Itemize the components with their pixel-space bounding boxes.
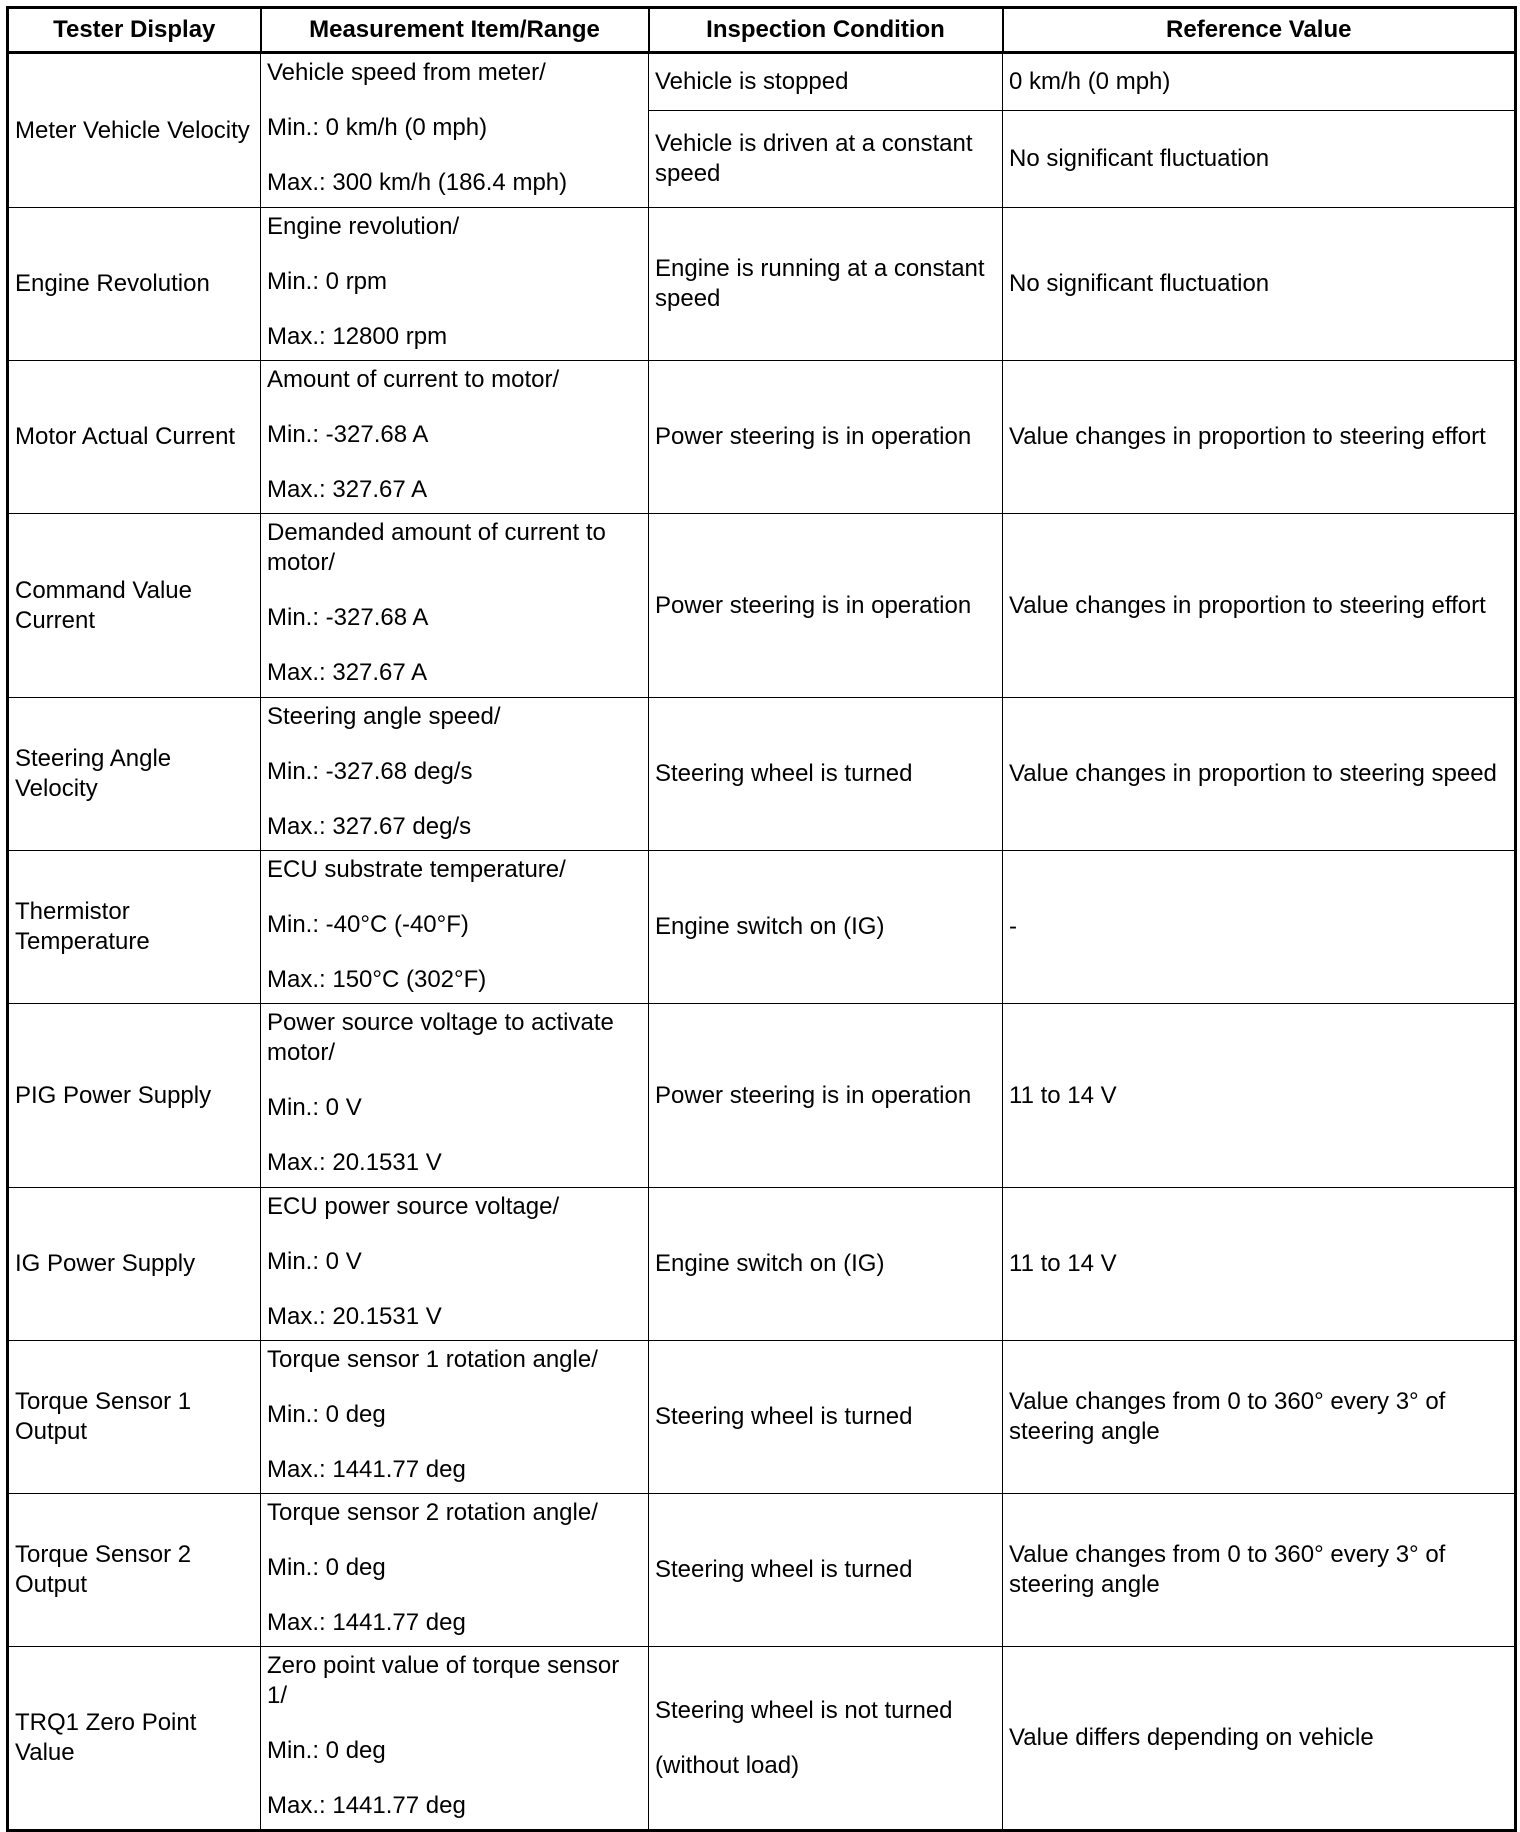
reference-cell: 11 to 14 V [1003,1188,1516,1341]
range-max: Max.: 300 km/h (186.4 mph) [267,169,568,196]
reference-cell: 0 km/h (0 mph) [1003,53,1516,111]
table-row [8,1494,1516,1647]
range-min: Min.: 0 deg [267,1401,386,1428]
range-description: Vehicle speed from meter/ [267,59,546,86]
condition-cell: Steering wheel is turned [649,1494,1003,1647]
range-min: Min.: 0 V [267,1094,362,1121]
range-cell [261,851,649,1004]
table-row [8,1188,1516,1341]
condition-cell [649,1647,1003,1831]
range-min: Min.: 0 rpm [267,268,388,295]
table-row [8,1647,1516,1831]
range-cell [261,514,649,698]
range-cell [261,361,649,514]
table-row [8,1004,1516,1188]
reference-cell: Value changes in proportion to steering effort [1003,361,1516,514]
range-max: Max.: 327.67 A [267,476,428,503]
tester-display-cell: Motor Actual Current [8,361,261,514]
condition-cell: Engine switch on (IG) [649,851,1003,1004]
range-description: ECU power source voltage/ [267,1193,560,1220]
tester-display-cell: PIG Power Supply [8,1004,261,1188]
table-row [8,514,1516,698]
condition-cell: Steering wheel is turned [649,698,1003,851]
reference-cell: Value differs depending on vehicle [1003,1647,1516,1831]
range-max: Max.: 1441.77 deg [267,1609,466,1636]
reference-cell: Value changes in proportion to steering effort [1003,514,1516,698]
range-max: Max.: 12800 rpm [267,323,448,350]
reference-cell: No significant fluctuation [1003,111,1516,208]
tester-display-cell: Command Value Current [8,514,261,698]
range-cell [261,1188,649,1341]
tester-display-cell: Torque Sensor 1 Output [8,1341,261,1494]
range-max: Max.: 1441.77 deg [267,1792,466,1819]
condition-cell: Engine switch on (IG) [649,1188,1003,1341]
range-min: Min.: 0 deg [267,1737,386,1764]
tester-display-cell: Torque Sensor 2 Output [8,1494,261,1647]
range-description: Zero point value of torque sensor 1/ [267,1652,620,1709]
range-max: Max.: 327.67 A [267,659,428,686]
range-max: Max.: 20.1531 V [267,1149,442,1176]
tester-display-cell: Engine Revolution [8,208,261,361]
range-description: Steering angle speed/ [267,703,501,730]
header-measurement-range: Measurement Item/Range [261,8,649,53]
range-description: Demanded amount of current to motor/ [267,519,606,576]
tester-display-cell: Meter Vehicle Velocity [8,53,261,208]
range-cell [261,698,649,851]
tester-display-cell: TRQ1 Zero Point Value [8,1647,261,1831]
tester-display-cell: Thermistor Temperature [8,851,261,1004]
condition-cell: Vehicle is driven at a constant speed [649,111,1003,208]
range-cell [261,1494,649,1647]
range-description: Amount of current to motor/ [267,366,560,393]
data-list-table [6,6,1517,1832]
range-max: Max.: 1441.77 deg [267,1456,466,1483]
condition-cell: Power steering is in operation [649,1004,1003,1188]
condition-cell: Power steering is in operation [649,514,1003,698]
header-tester-display: Tester Display [8,8,261,53]
range-cell [261,1004,649,1188]
reference-cell: No significant fluctuation [1003,208,1516,361]
tester-display-cell: Steering Angle Velocity [8,698,261,851]
range-max: Max.: 20.1531 V [267,1303,442,1330]
range-min: Min.: 0 deg [267,1554,386,1581]
table-row [8,208,1516,361]
condition-line: (without load) [655,1751,800,1779]
condition-cell: Vehicle is stopped [649,53,1003,111]
reference-cell: Value changes in proportion to steering speed [1003,698,1516,851]
table-row [8,851,1516,1004]
header-reference-value: Reference Value [1003,8,1516,53]
table-header-row [8,8,1516,53]
reference-cell: 11 to 14 V [1003,1004,1516,1188]
table-row [8,361,1516,514]
header-inspection-condition: Inspection Condition [649,8,1003,53]
range-description: Power source voltage to activate motor/ [267,1009,614,1066]
reference-cell: Value changes from 0 to 360° every 3° of steering angle [1003,1494,1516,1647]
range-max: Max.: 150°C (302°F) [267,966,487,993]
range-cell [261,1341,649,1494]
range-description: ECU substrate temperature/ [267,856,566,883]
range-min: Min.: -327.68 A [267,421,429,448]
table-row [8,1341,1516,1494]
range-min: Min.: -327.68 deg/s [267,758,473,785]
range-description: Torque sensor 1 rotation angle/ [267,1346,598,1373]
table-row [8,698,1516,851]
condition-cell: Engine is running at a constant speed [649,208,1003,361]
range-description: Engine revolution/ [267,213,460,240]
range-min: Min.: -327.68 A [267,604,429,631]
condition-cell: Steering wheel is turned [649,1341,1003,1494]
range-min: Min.: -40°C (-40°F) [267,911,469,938]
range-min: Min.: 0 km/h (0 mph) [267,114,488,141]
range-description: Torque sensor 2 rotation angle/ [267,1499,598,1526]
range-cell [261,53,649,208]
reference-cell: Value changes from 0 to 360° every 3° of steering angle [1003,1341,1516,1494]
range-cell [261,208,649,361]
range-min: Min.: 0 V [267,1248,362,1275]
tester-display-cell: IG Power Supply [8,1188,261,1341]
range-cell [261,1647,649,1831]
reference-cell: - [1003,851,1516,1004]
table-row [8,53,1516,111]
range-max: Max.: 327.67 deg/s [267,813,472,840]
condition-cell: Power steering is in operation [649,361,1003,514]
condition-line: Steering wheel is not turned [655,1696,953,1724]
